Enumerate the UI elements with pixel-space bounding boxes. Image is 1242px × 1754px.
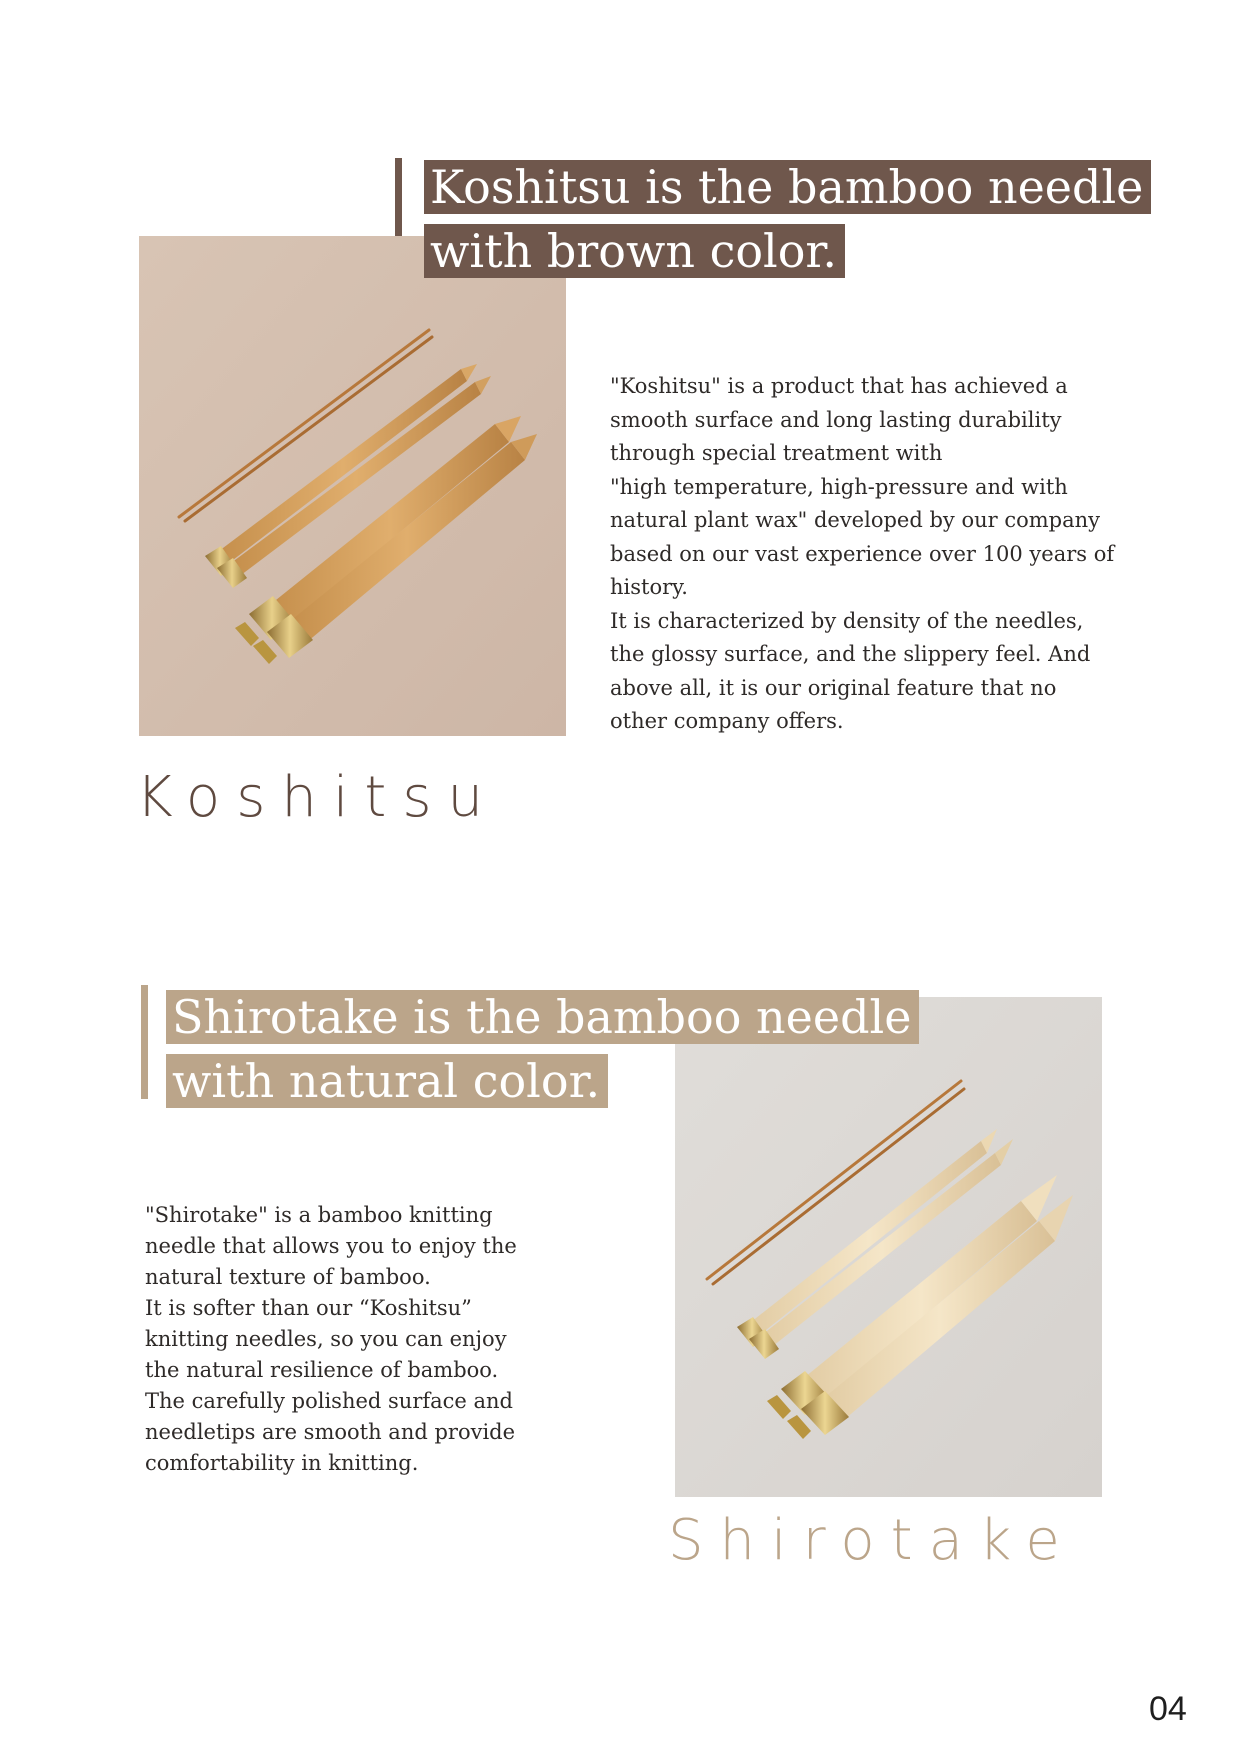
page-number: 04 bbox=[1149, 1690, 1187, 1728]
koshitsu-description: "Koshitsu" is a product that has achieved a smooth surface and long lasting durability through special treatment with "high temperature, high-pressure and with natural plant wax" developed by our company based on our vast experience over 100 years of history. It is characterized by density of the needles, the glossy surface, and the slippery feel. And above all, it is our original feature that no other company offers. bbox=[610, 374, 1115, 733]
shirotake-heading-bar bbox=[141, 985, 148, 1099]
shirotake-heading-line-1: Shirotake is the bamboo needle bbox=[166, 990, 919, 1044]
shirotake-heading-line-2: with natural color. bbox=[166, 1054, 608, 1108]
koshitsu-product-name: Koshitsu bbox=[136, 765, 500, 830]
koshitsu-photo bbox=[139, 236, 566, 736]
shirotake-product-name: Shirotake bbox=[668, 1508, 1076, 1573]
shirotake-description: "Shirotake" is a bamboo knitting needle that allows you to enjoy the natural texture of bamboo. It is softer than our “Koshitsu” knitting needles, so you can enjoy the natural resilience of bamboo. The carefully polished surface and needletips are smooth and provide comfortability in knitting. bbox=[145, 1203, 517, 1475]
shirotake-photo bbox=[675, 997, 1102, 1497]
koshitsu-heading-line-1: Koshitsu is the bamboo needle bbox=[424, 160, 1151, 214]
koshitsu-heading-line-2: with brown color. bbox=[424, 224, 845, 278]
